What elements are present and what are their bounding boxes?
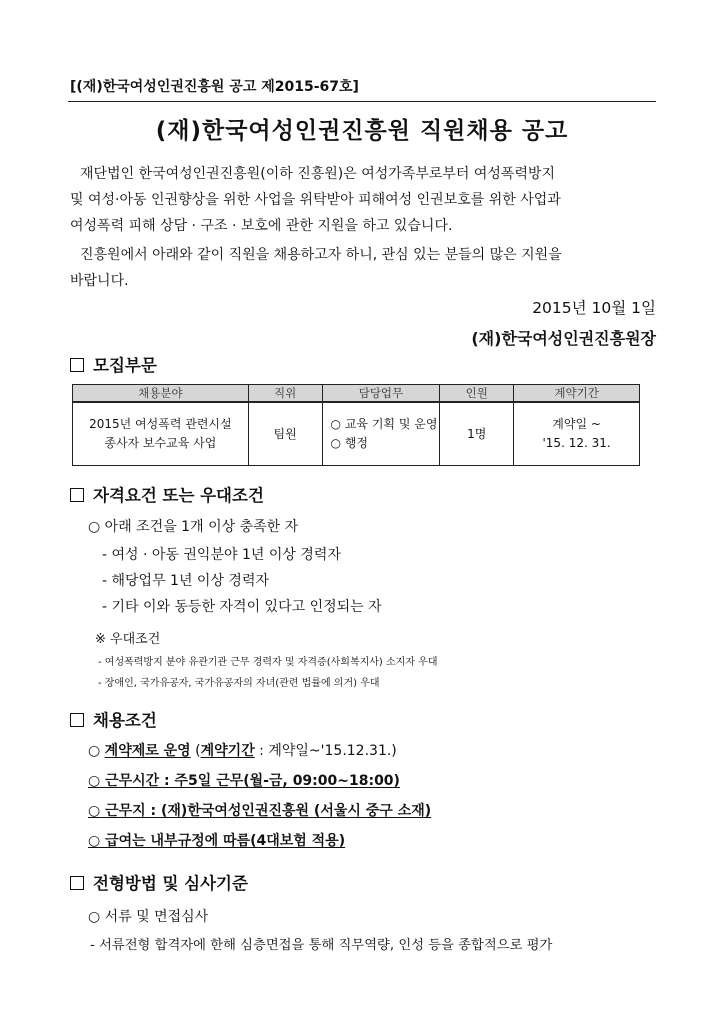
notice-number: [(재)한국여성인권진흥원 공고 제2015-67호] <box>70 79 359 95</box>
contract-open: ( <box>190 743 201 759</box>
checkbox-square-icon <box>70 876 84 890</box>
employment-contract-item <box>88 740 397 760</box>
page-title: (재)한국여성인권진흥원 직원채용 공고 <box>155 118 569 144</box>
recruit-table <box>72 384 640 466</box>
qualification-main-item: ○ 아래 조건을 1개 이상 충족한 자 <box>88 519 299 535</box>
contract-period-value: : 계약일~'15.12.31.) <box>254 743 397 759</box>
contract-label: 계약제로 운영 <box>104 743 191 759</box>
intro-line-2: 및 여성·아동 인권향상을 위한 사업을 위탁받아 피해여성 인권보호를 위한 사업과 <box>70 192 561 208</box>
table-row <box>73 402 640 466</box>
checkbox-square-icon <box>70 358 84 372</box>
position-cell: 팀원 <box>248 402 322 466</box>
duty-cell <box>322 402 440 466</box>
field-cell <box>73 402 249 466</box>
contract-period-label: 계약기간 <box>200 743 255 759</box>
duty-line: ○ 교육 기획 및 운영 <box>330 417 438 431</box>
qualification-sub-item: - 기타 이와 동등한 자격이 있다고 인정되는 자 <box>102 599 382 615</box>
section-heading-recruit-text: 모집부문 <box>93 356 157 375</box>
header-divider <box>68 101 656 102</box>
bullet: ○ <box>88 743 101 759</box>
column-header: 계약기간 <box>514 385 640 403</box>
preference-item: - 여성폭력방지 분야 유관기관 근무 경력자 및 자격증(사회복지사) 소지자 우대 <box>98 657 438 668</box>
organization-signature: (재)한국여성인권진흥원장 <box>471 329 656 348</box>
employment-salary-item: ○ 급여는 내부규정에 따름(4대보험 적용) <box>88 833 346 849</box>
qualification-sub-item: - 여성 · 아동 권익분야 1년 이상 경력자 <box>102 547 341 563</box>
checkbox-square-icon <box>70 713 84 727</box>
table-header-row <box>73 385 640 403</box>
section-heading-employment-text: 채용조건 <box>93 711 157 730</box>
employment-location-item: ○ 근무지 : (재)한국여성인권진흥원 (서울시 중구 소재) <box>88 803 432 819</box>
field-line: 종사자 보수교육 사업 <box>104 436 217 450</box>
employment-hours-item: ○ 근무시간 : 주5일 근무(월-금, 09:00~18:00) <box>88 773 400 789</box>
intro-line-4: 진흥원에서 아래와 같이 직원을 채용하고자 하니, 관심 있는 분들의 많은 지원을 <box>80 247 562 263</box>
preference-item: - 장애인, 국가유공자, 국가유공자의 자녀(관련 법률에 의거) 우대 <box>98 678 380 689</box>
intro-line-3: 여성폭력 피해 상담 · 구조 · 보호에 관한 지원을 하고 있습니다. <box>70 218 453 234</box>
selection-sub-item: - 서류전형 합격자에 한해 심층면접을 통해 직무역량, 인성 등을 종합적으로 평가 <box>90 938 553 953</box>
column-header: 인원 <box>440 385 514 403</box>
count-cell: 1명 <box>440 402 514 466</box>
section-heading-employment <box>70 707 157 731</box>
period-cell <box>514 402 640 466</box>
section-heading-selection <box>70 870 248 894</box>
duty-line: ○ 행정 <box>330 436 369 450</box>
intro-line-1: 재단법인 한국여성인권진흥원(이하 진흥원)은 여성가족부로부터 여성폭력방지 <box>80 166 556 182</box>
field-line: 2015년 여성폭력 관련시설 <box>89 417 232 431</box>
checkbox-square-icon <box>70 488 84 502</box>
notice-date: 2015년 10월 1일 <box>532 299 656 317</box>
qualification-sub-item: - 해당업무 1년 이상 경력자 <box>102 573 269 589</box>
section-heading-qualification <box>70 482 264 506</box>
period-line: '15. 12. 31. <box>542 436 611 450</box>
preference-heading: ※ 우대조건 <box>95 632 161 647</box>
column-header: 채용분야 <box>73 385 249 403</box>
section-heading-selection-text: 전형방법 및 심사기준 <box>93 874 248 893</box>
period-line: 계약일 ~ <box>552 417 601 431</box>
column-header: 직위 <box>248 385 322 403</box>
selection-main-item: ○ 서류 및 면접심사 <box>88 909 209 925</box>
section-heading-recruit <box>70 352 157 376</box>
intro-line-5: 바랍니다. <box>70 273 129 289</box>
section-heading-qualification-text: 자격요건 또는 우대조건 <box>93 486 264 505</box>
column-header: 담당업무 <box>322 385 440 403</box>
